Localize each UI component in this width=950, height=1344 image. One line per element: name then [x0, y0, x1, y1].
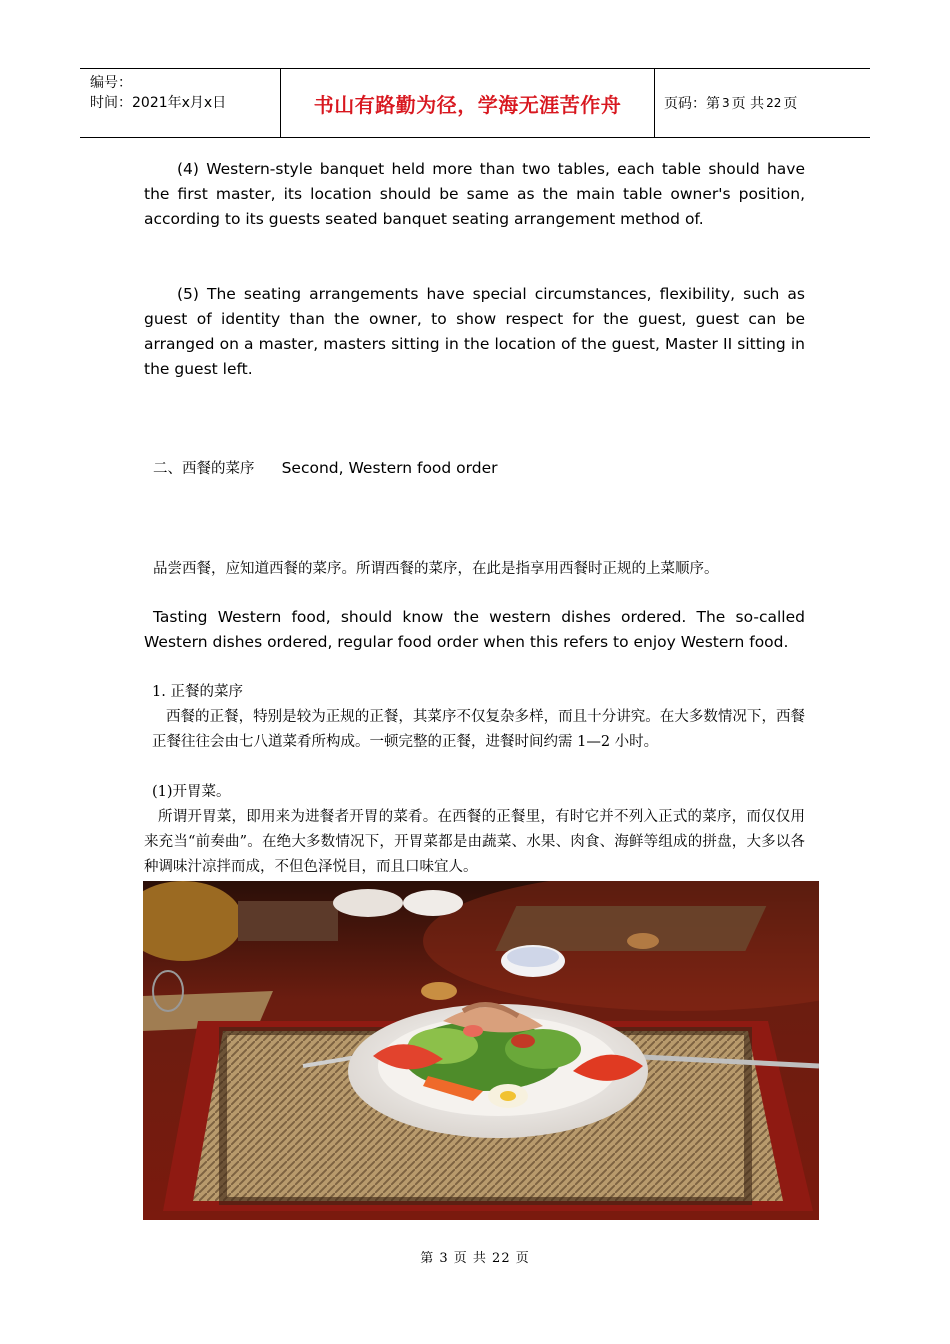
subsection-1-text: 西餐的正餐，特别是较为正规的正餐，其菜序不仅复杂多样，而且十分讲究。在大多数情况下，西餐正餐往往会由七八道菜肴所构成。一顿完整的正餐，进餐时间约需 1—2 小时。 [152, 709, 805, 750]
page-current: 3 [722, 96, 730, 110]
section-heading-cn: 二、西餐的菜序 [153, 461, 255, 477]
page-mid: 页 共 [731, 96, 765, 112]
page-suffix: 页 [783, 96, 798, 112]
section-heading-en: Second, Western food order [281, 459, 498, 477]
page-footer: 第 3 页 共 22 页 [420, 1251, 530, 1266]
section-heading [153, 456, 814, 482]
header-motto: 书山有路勤为径，学海无涯苦作舟 [313, 92, 622, 117]
paragraph-4: (4) Western-style banquet held more than two tables, each table should have the first master, its location should be same as the main table owner's position, according to its guests seated banquet seating arrangement method of. [144, 160, 805, 228]
header-motto-cell [281, 69, 655, 137]
subsection-1-title: 1. 正餐的菜序 [152, 684, 243, 700]
appetizer-text: 所谓开胃菜，即用来为进餐者开胃的菜肴。在西餐的正餐里，有时它并不列入正式的菜序，而仅仅用来充当“前奏曲”。在绝大多数情况下，开胃菜都是由蔬菜、水果、肉食、海鲜等组成的拼盘，大多以各种调味汁凉拌而成，不但色泽悦目，而且口味宜人。 [144, 809, 805, 875]
page-prefix: 页码：第 [664, 96, 720, 112]
document-number: 编号： [90, 75, 132, 91]
paragraph-5: (5) The seating arrangements have special circumstances, flexibility, such as guest of identity than the owner, to show respect for the guest, guest can be arranged on a master, masters sitting in the location of the guest, Master II sitting in the guest left. [144, 285, 805, 378]
salad-photo [143, 881, 819, 1220]
intro-cn: 品尝西餐，应知道西餐的菜序。所谓西餐的菜序，在此是指享用西餐时正规的上菜顺序。 [153, 561, 719, 577]
page-header [80, 68, 870, 138]
document-time: 时间：2021年x月x日 [90, 95, 227, 111]
salad-plate-image [143, 881, 819, 1220]
appetizer-title: (1)开胃菜。 [152, 784, 231, 800]
page-total: 22 [766, 96, 782, 110]
header-meta [80, 69, 281, 137]
intro-en: Tasting Western food, should know the western dishes ordered. The so-called Western dishes ordered, regular food order when this refers to enjoy Western food. [144, 608, 805, 651]
header-page-info [655, 69, 870, 137]
